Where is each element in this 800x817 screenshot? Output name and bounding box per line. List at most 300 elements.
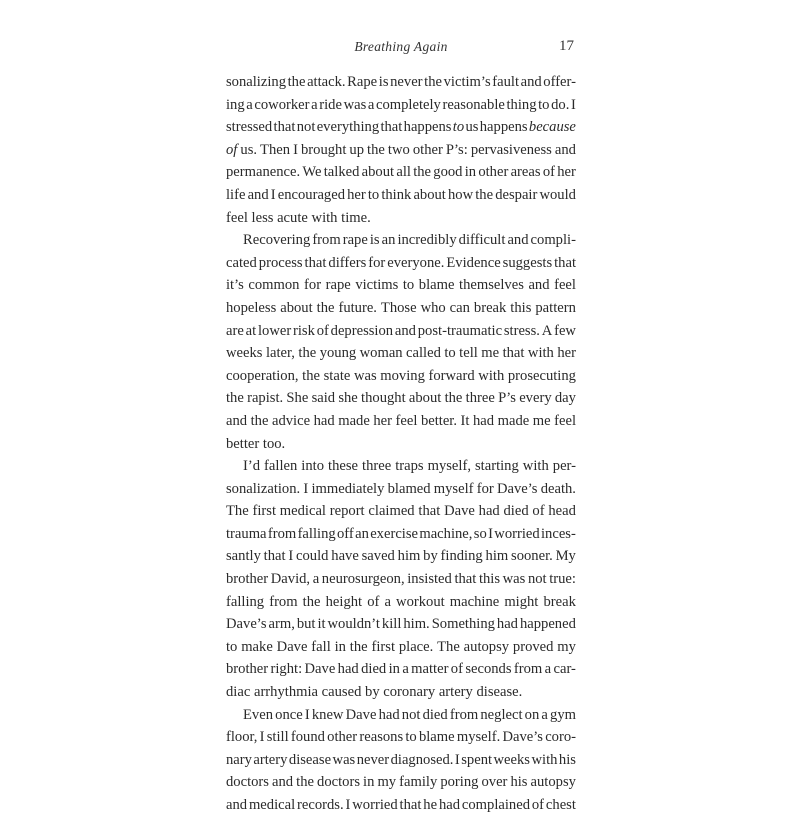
text-line [226,387,576,410]
word: in [464,164,477,181]
word: happens [479,119,528,136]
word: had [378,706,400,723]
word: me [532,412,551,429]
word: of [316,322,329,339]
word: not [527,571,547,588]
word: about [361,164,395,181]
word: family [399,774,438,791]
word: from [312,232,341,249]
word: break [543,593,576,610]
word: advice [271,412,311,429]
word: rapist. [247,390,284,407]
word: Dave [345,706,377,723]
word: weeks [226,345,263,362]
word: had [473,412,495,429]
word: right: [270,661,303,678]
word: pattern [535,299,576,316]
word: better [226,435,260,452]
word: better. [420,412,458,429]
word: starting [475,458,519,475]
text-line [226,116,576,139]
word: a [311,96,318,113]
word: disease [288,751,332,768]
word: blame [418,729,455,746]
word: a [402,661,409,678]
word: I [454,751,460,768]
word: with [311,209,338,226]
word: later, [265,345,295,362]
word: in [363,774,375,791]
text-line [226,297,576,320]
word: and [507,232,529,249]
word: to [226,638,238,655]
word: incredibly [397,232,457,249]
word: that [454,571,477,588]
text-line [226,365,576,388]
word: offer- [543,74,576,90]
word: and [528,277,550,294]
word: artery [438,684,473,701]
word: saved [361,548,395,565]
word: first [371,638,395,655]
word: never [390,74,423,90]
word: make [241,638,273,655]
word: true: [549,571,576,588]
word: proved [512,638,554,655]
text-line [226,94,576,117]
word: poring [440,774,479,791]
word: a [246,96,253,113]
word: is [378,74,389,90]
word: that [263,548,286,565]
word: talked [323,164,360,181]
word: of [532,503,545,520]
word: day [554,390,576,407]
text-line [226,252,576,275]
word: neurosurgeon, [321,571,405,588]
word: still [266,729,289,746]
word: ing [226,96,245,113]
word: rape [325,277,351,294]
word: and [226,412,248,429]
word: feel [395,412,418,429]
word: that [418,503,441,520]
word: exercise [370,525,419,542]
word: Dave’s [502,729,543,746]
word: rape [342,232,368,249]
word: height [325,593,363,610]
word: everyone. [387,254,445,271]
word: other [478,164,509,181]
word: blamed [387,480,431,497]
word: matter [411,661,449,678]
word: death. [540,480,576,497]
word: brother [226,571,269,588]
word: weeks [493,751,530,768]
word: wouldn’t [327,616,380,633]
text-line [226,771,576,794]
word: coro- [545,729,576,746]
running-head [228,39,574,61]
word: her [347,186,366,203]
word: could [296,548,329,565]
word: neglect [480,706,523,723]
word: good [433,164,463,181]
word: happens [403,119,452,136]
word: process [258,254,303,271]
word: the [413,164,432,181]
word: had [313,412,335,429]
word: doctors [317,774,360,791]
word: the [302,593,321,610]
word: insisted [407,571,452,588]
word: not [401,706,421,723]
paragraph [226,71,576,229]
word: the [226,390,244,407]
word: caused [321,684,362,701]
word: records. [297,797,344,813]
word: sonalization. [226,480,301,497]
word: prosecuting [507,367,576,384]
word: victim’s [443,74,491,90]
text-line [226,794,576,817]
word: called [406,345,441,362]
word: feel [226,209,248,226]
word: the [296,774,314,791]
word: encouraged [277,186,345,203]
word: I [259,729,265,746]
word: these [328,458,359,475]
word: suggests [502,254,553,271]
word: The [437,638,460,655]
word: I [570,96,576,113]
word: hopeless [226,299,277,316]
word: died [503,503,529,520]
word: said [311,390,336,407]
word: and [226,797,248,813]
word: a [541,706,548,723]
word: the [302,367,320,384]
word: to [367,186,380,203]
text-line [226,749,576,772]
word: and [520,74,542,90]
word: to [444,345,456,362]
word: for [368,254,386,271]
word: santly [226,548,261,565]
word: had [478,503,500,520]
word: few [554,322,576,339]
word: falling [297,525,336,542]
word: about [280,299,313,316]
word: made [497,412,530,429]
word: completely [376,96,441,113]
word: my [377,774,397,791]
word: that [399,797,422,813]
text-line [226,410,576,433]
page-number: 17 [559,38,574,54]
text-line [226,455,576,478]
word: My [555,548,576,565]
word: and [272,774,294,791]
word: had [337,661,359,678]
word: break [473,299,507,316]
word: attack. [307,74,346,90]
word: acute [277,209,308,226]
word: made [338,412,370,429]
word: cated [226,254,257,271]
word: this [478,571,501,588]
word: a [384,593,391,610]
word: the [444,390,463,407]
word: to [405,729,417,746]
word: I [293,141,298,158]
word: machine, [419,525,473,542]
word: kill [381,616,402,633]
word: on [524,706,540,723]
word: state [323,367,351,384]
word: claimed [368,503,415,520]
paragraph [226,229,576,455]
word: my [557,638,576,655]
word: feel [554,277,576,294]
word: first [252,503,276,520]
word: fault [492,74,519,90]
word: per- [552,458,576,475]
word: The [226,503,249,520]
word: moving [380,367,425,384]
word: about [413,186,446,203]
word: but [296,616,316,633]
word: life [226,186,246,203]
word: She [286,390,309,407]
word: medical [248,797,296,813]
word: us. [240,141,258,158]
word: of [367,593,380,610]
word: and [394,322,416,339]
word: that [502,345,525,362]
word: immediately [311,480,385,497]
word: how [447,186,474,203]
word: think [381,186,412,203]
word: up [349,141,365,158]
word: her [557,345,576,362]
word: Evidence [446,254,501,271]
word: myself. [456,729,501,746]
word: was [343,96,367,113]
word: thing [506,96,537,113]
word: died [361,661,387,678]
word: died [422,706,448,723]
word: permanence. [226,164,301,181]
word: car- [553,661,576,678]
word: to [538,96,550,113]
word: to [402,277,415,294]
word: his [558,751,576,768]
word: Dave [276,638,308,655]
word: with [478,367,505,384]
word: him [397,548,421,565]
word: Dave’s [226,616,267,633]
word: me [481,345,500,362]
word: pervasiveness [470,141,552,158]
word: is [369,232,380,249]
word: all [396,164,411,181]
word: worried [494,525,540,542]
word: sonalizing [226,74,286,90]
word: and [247,186,269,203]
word: place. [398,638,434,655]
word: was [332,751,356,768]
word: that [554,254,576,271]
word: an [381,232,396,249]
text-line [226,613,576,636]
word: nary [226,751,252,768]
word: victims [355,277,399,294]
word: it’s [226,277,244,294]
word: post-traumatic [417,322,503,339]
word: brought [300,141,347,158]
word: three [362,458,392,475]
text-line [226,320,576,343]
word: off [337,525,354,542]
word: a [544,661,552,678]
word: cooperation, [226,367,299,384]
word: that [273,119,296,136]
word: myself [433,480,474,497]
text-line [226,636,576,659]
word: seconds [465,661,512,678]
word: time. [341,209,371,226]
word: gym [550,706,576,723]
word: feel [554,412,576,429]
text-line [226,568,576,591]
word: with [527,345,554,362]
word: I [488,525,493,542]
word: common [248,277,300,294]
word: artery [253,751,288,768]
word: in [388,661,400,678]
word: falling [226,593,265,610]
word: fallen [264,458,298,475]
word: from [269,593,298,610]
word: I [288,548,294,565]
word: workout [396,593,445,610]
word: floor, [226,729,258,746]
word: to [452,119,465,136]
word: fall [311,638,331,655]
word: can [449,299,470,316]
word: depression [330,322,394,339]
word: do. [551,96,570,113]
word: would [539,186,576,203]
text-line [226,161,576,184]
word: this [510,299,532,316]
word: happened [519,616,576,633]
word: disease. [476,684,523,701]
word: P’s: [445,141,468,158]
word: autopsy [530,774,576,791]
text-line [226,681,576,704]
word: I [270,186,276,203]
text-line [226,658,576,681]
word: It [460,412,470,429]
word: Those [380,299,417,316]
word: chest [545,797,576,813]
word: by [423,548,438,565]
word: with [531,751,558,768]
word: I’d [243,458,261,475]
word: have [331,548,359,565]
word: had [438,797,461,813]
word: forward [428,367,475,384]
word: machine [449,593,500,610]
word: coronary [383,684,436,701]
text-line [226,274,576,297]
word: of [542,164,555,181]
word: P’s [498,390,516,407]
word: themselves [459,277,524,294]
running-title: Breathing Again [354,39,448,54]
word: tell [459,345,478,362]
word: she [338,390,358,407]
word: of [531,797,545,813]
text-line [226,342,576,365]
word: arrhythmia [253,684,318,701]
word: Dave [304,661,336,678]
word: an [355,525,369,542]
text-line [226,229,576,252]
word: had [496,616,518,633]
word: reasons [359,729,404,746]
word: woman [359,345,403,362]
paragraph [226,455,576,704]
word: her [557,164,576,181]
word: worried [352,797,398,813]
word: I [304,706,310,723]
word: thought [361,390,406,407]
word: it [317,616,326,633]
word: every [519,390,552,407]
text-line [226,523,576,546]
word: a [312,571,320,588]
word: everything [316,119,380,136]
word: autopsy [463,638,510,655]
word: too. [262,435,286,452]
word: the [298,345,317,362]
word: a [367,96,375,113]
word: less [251,209,274,226]
word: with [522,458,549,475]
text-line [226,71,576,94]
word: I [303,480,309,497]
word: inces- [541,525,576,542]
word: because [528,119,576,136]
word: We [302,164,322,181]
word: arm, [268,616,295,633]
word: the [316,299,335,316]
word: knew [311,706,344,723]
text-line [226,500,576,523]
word: the [287,74,306,90]
text-line [226,207,576,230]
word: other [327,729,358,746]
word: that [380,119,403,136]
word: once [275,706,303,723]
word: and [554,141,576,158]
text-line [226,545,576,568]
word: from [267,525,297,542]
word: report [329,503,365,520]
